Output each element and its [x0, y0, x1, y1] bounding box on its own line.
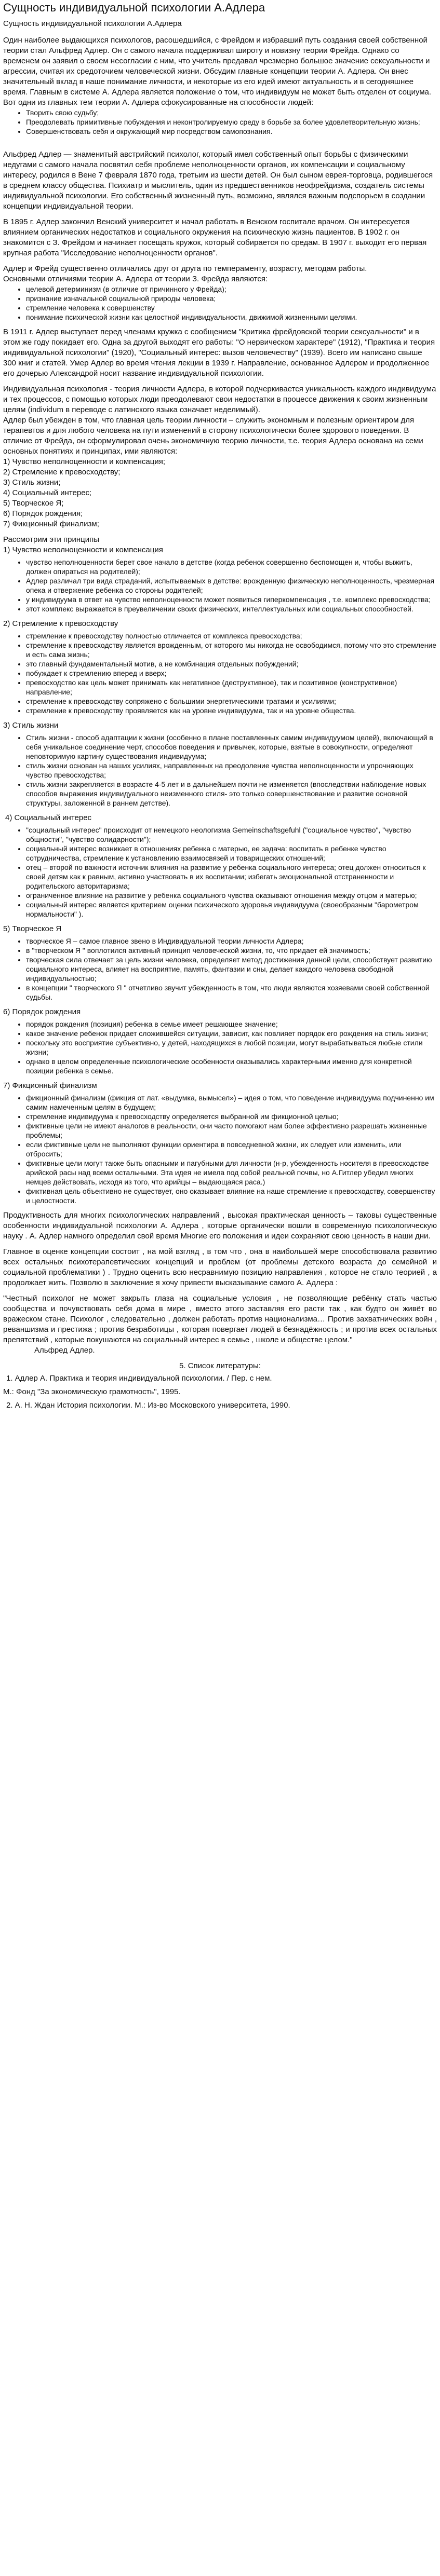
list-item: • творческое Я – самое главное звено в Индивидуальной теории личности Адлера;: [26, 936, 437, 946]
list-item: • фикционный финализм (фикция от лат. «выдумка, вымысел») – идея о том, что поведение индивидуума подчиненно им самим намеченным целям в будущем;: [26, 1093, 437, 1112]
history-paragraph: В 1911 г. Адлер выступает перед членами кружка с сообщением "Критика фрейдовской теории сексуальности" и в этом же году покидает его. Одна за другой выходят его работы: "О нервическом характере" (1912), "Практика и теория индивидуальной психологии" (1920), "Социальный интерес: вызов человечеству" (1939). Всего им написано свыше 300 книг и статей. Умер Адлер во время чтения лекции в 1939 г. Направление, основанное Адлером и продолженное его дочерью Александрой носит название индивидуальной психологии.: [3, 328, 435, 378]
differences-list: [3, 284, 437, 322]
list-item: • стремление к превосходству является врожденным, от которого мы никогда не освободимся, потому что это стремление и есть сама жизнь;: [26, 640, 437, 659]
reference-item: 2. А. Н. Ждан История психологии. М.: Из-во Московского университета, 1990.: [6, 1401, 290, 1410]
list-item: • это главный фундаментальный мотив, а не комбинация отдельных побуждений;: [26, 659, 437, 669]
list-item: • Совершенствовать себя и окружающий мир посредством самопознания.: [26, 127, 437, 136]
list-item: • поскольку это восприятие субъективно, у детей, находящихся в любой позиции, могут вырабатываться любые стили жизни;: [26, 1038, 437, 1057]
list-item: • социальный интерес возникает в отношениях ребенка с матерью, ее задача: воспитать в ребенке чувство сотрудничества, стремление к установлению взаимосвязей и товарищеских отношений;: [26, 844, 437, 863]
list-item: • этот комплекс выражается в преувеличении своих физических, интеллектуальных или социальных способностей.: [26, 604, 437, 614]
concepts-list: [3, 457, 437, 529]
list-item: • Стиль жизни - способ адаптации к жизни (особенно в плане поставленных самим индивидуумом целей), включающий в себя уникальное соединение черт, способов поведения и привычек, которые, взятые в совокупности, определяют неповторимую картину существования индивидуума;: [26, 733, 437, 761]
list-item: • Адлер различал три вида страданий, испытываемых в детстве: врожденную физическую неполноценность, чрезмерная опека и отвержение ребенка со стороны родителей;: [26, 576, 437, 595]
list-item: • стремление к превосходству проявляется как на уровне индивидуума, так и на уровне общества.: [26, 706, 437, 715]
concept-item: 2) Стремление к превосходству;: [3, 468, 121, 476]
reference-item: 1. Адлер А. Практика и теория индивидуальной психологии. / Пер. с нем.: [6, 1374, 272, 1383]
list-item: • в "творческом Я " воплотился активный принцип человеческой жизни, то, что придает ей значимость;: [26, 946, 437, 955]
history-paragraph: Индивидуальная психология - теория личности Адлера, в которой подчеркивается уникальность каждого индивидуума и тех процессов, с помощью которых люди преодолевают свои недостатки в процессе движения к своим жизненным целям (individum в переводе с латинского языка означает неделимый).: [3, 385, 436, 414]
section-heading: 6) Порядок рождения: [3, 1007, 81, 1016]
page: [0, 1, 440, 1411]
references-title: 5. Список литературы:: [179, 1361, 261, 1370]
quote-signature: Альфред Адлер.: [34, 1346, 95, 1355]
section-list: [3, 631, 437, 715]
list-item: • целевой детерминизм (в отличие от причинного у Фрейда);: [26, 284, 437, 294]
biography-paragraph: Адлер и Фрейд существенно отличались друг от друга по темпераменту, возрасту, методам работы.: [3, 264, 367, 273]
list-item: • понимание психической жизни как целостной индивидуальности, движимой жизненными целями.: [26, 312, 437, 322]
list-item: • стремление к превосходству полностью отличается от комплекса превосходства;: [26, 631, 437, 640]
list-item: • фиктивная цель объективно не существует, оно оказывает влияние на наше стремление к превосходству, совершенству и целостности.: [26, 1187, 437, 1205]
section-heading: 3) Стиль жизни: [3, 721, 59, 730]
concept-item: 7) Фикционный финализм;: [3, 520, 99, 528]
list-item: • в концепции " творческого Я " отчетливо звучит убежденность в том, что люди являются хозяевами своей собственной судьбы.: [26, 983, 437, 1002]
concept-item: 5) Творческое Я;: [3, 499, 64, 508]
list-item: • стиль жизни закрепляется в возрасте 4-5 лет и в дальнейшем почти не изменяется (впоследствии наблюдение новых способов выражения индивидуального неизменного стиля- это только совершенствование и развитие основной структуры, заложенной в раннем детстве).: [26, 780, 437, 808]
list-item: • фиктивные цели не имеют аналогов в реальности, они часто помогают нам более эффективно разрешать жизненные проблемы;: [26, 1121, 437, 1140]
list-item: • "социальный интерес" происходит от немецкого неологизма Gemeinschaftsgefuhl ("социальное чувство", "чувство общности", "чувство солидарности");: [26, 825, 437, 844]
section-heading: 5) Творческое Я: [3, 924, 62, 933]
list-item: • чувство неполноценности берет свое начало в детстве (когда ребенок совершенно беспомощен и, чтобы выжить, должен опираться на родителей);: [26, 557, 437, 576]
section-list: [3, 1093, 437, 1205]
adler-quote: "Честный психолог не может закрыть глаза на социальные условия , не позволяющие ребёнку стать частью сообщества и почувствовать себя дома в мире , вместо этого заставляя его расти так , как будто он живёт во вражеском стане. Психолог , следовательно , должен работать против национализма… Против захватнических войн , реваншизма и престижа ; против безработицы , которая повергает людей в безнадёжность ; и против всех остальных препятствий , которые покушаются на социальный интерес в семье , школе и обществе целом.": [3, 1294, 437, 1344]
list-item: • творческая сила отвечает за цель жизни человека, определяет метод достижения данной цели, способствует развитию социального интереса, влияет на восприятие, память, фантазии и сны, делает каждого человека свободной индивидуальностью;: [26, 955, 437, 983]
page-title: Сущность индивидуальной психологии А.Адлера: [3, 1, 265, 14]
section-list: [3, 1019, 437, 1075]
list-item: • стремление к превосходству сопряжено с большими энергетическими тратами и усилиями;: [26, 697, 437, 706]
list-item: • какое значение ребенок придает сложившейся ситуации, зависит, как повлияет порядок его рождения на стиль жизни;: [26, 1029, 437, 1038]
concept-item: 3) Стиль жизни;: [3, 478, 61, 487]
list-item: • стремление индивидуума к превосходству определяется выбранной им фикционной целью;: [26, 1112, 437, 1121]
list-item: • порядок рождения (позиция) ребенка в семье имеет решающее значение;: [26, 1019, 437, 1029]
list-item: • у индивидуума в ответ на чувство неполноценности может появиться гиперкомпенсация , т.е. комплекс превосходства;: [26, 595, 437, 604]
list-item: • признание изначальной социальной природы человека;: [26, 294, 437, 303]
list-item: • Творить свою судьбу;: [26, 108, 437, 117]
page-subtitle: Сущность индивидуальной психологии А.Адлера: [3, 19, 182, 28]
list-item: • если фиктивные цели не выполняют функции ориентира в повседневной жизни, их следует или изменить, или отбросить;: [26, 1140, 437, 1158]
conclusion-paragraph: Главное в оценке концепции состоит , на мой взгляд , в том что , она в наибольшей мере способствовала развитию всех остальных психотерапевтических концепций и проблем (от проблемы детского возраста до семейной и социальной проблематики ) . Трудно оценить всю несравнимую позицию направления , которое не стало теорией , а продолжает жить. Позволю в заключение я хочу привести высказывание самого А. Адлера :: [3, 1247, 437, 1287]
list-item: • фиктивные цели могут также быть опасными и пагубными для личности (н-р, убежденность носителя в превосходстве арийской расы над всеми остальными. Эта идея не имела под собой реальной почвы, но А.Гитлер убедил многих немцев действовать, исходя из того, что арийцы – выдающаяся раса.): [26, 1158, 437, 1187]
conclusion-paragraph: Продуктивность для многих психологических направлений , высокая практическая ценность – таковы существенные особенности индивидуальной психологии А. Адлера , которые органически вошли в современную психологическую науку . А. Адлер намного определил свой время Многие его положения и идеи сохраняют свою ценность в наши дни.: [3, 1211, 437, 1241]
list-item: • стиль жизни основан на наших усилиях, направленных на преодоление чувства неполноценности и упрочняющих чувство превосходства;: [26, 761, 437, 780]
list-item: • побуждает к стремлению вперед и вверх;: [26, 669, 437, 678]
concept-item: 6) Порядок рождения;: [3, 509, 83, 518]
section-heading: 4) Социальный интерес: [5, 813, 92, 822]
biography-paragraph: В 1895 г. Адлер закончил Венский университет и начал работать в Венском госпитале врачом. Он интересуется влиянием органических недостатков и социального окружения на психическую жизнь пациентов. В 1902 г. он знакомится с З. Фрейдом и начинает посещать кружок, который собирается по средам. В 1907 г. выходит его первая крупная работа "Исследование неполноценности органов".: [3, 217, 427, 257]
section-list: [3, 825, 437, 919]
list-item: • ограниченное влияние на развитие у ребенка социального чувства оказывают отношения между отцом и матерью;: [26, 891, 437, 900]
principles-intro: Рассмотрим эти принципы: [3, 535, 99, 544]
list-item: • Преодолевать примитивные побуждения и неконтролируемую среду в борьбе за более удовлетворительную жизнь;: [26, 117, 437, 127]
intro-paragraph: Один наиболее выдающихся психологов, расошедшийся, с Фрейдом и избравший путь создания своей собственной теории стал Альфред Адлер. Он с самого начала поддерживал широту и новизну теории Фрейда. Однако со временем он заявил о своем несогласии с ним, что учитель предавал чрезмерно большое значение сексуальности и агрессии, считая их средоточием человеческой жизни. Обсудим главные концепции теории А. Адлера. Он внес значительный вклад в наше понимание личности, и некоторые из его идей имеют актуальность и в сегодняшнее время. Главным в системе А. Адлера является положение о том, что индивидуум не может быть отделен от социума. Вот одни из главных тем теории А. Адлера сфокусированные на способности людей:: [3, 36, 432, 107]
section-list: [3, 936, 437, 1002]
reference-item: М.: Фонд "За экономическую грамотность", 1995.: [3, 1387, 181, 1396]
section-list: [3, 733, 437, 808]
section-list: [3, 557, 437, 614]
list-item: • социальный интерес является критерием оценки психического здоровья индивидуума (своеобразным "барометром нормальности" ).: [26, 900, 437, 919]
history-paragraph: Адлер был убежден в том, что главная цель теории личности – служить экономным и полезным ориентиром для терапевтов и для любого человека на пути изменений в сторону психологически более здорового поведения. В отличие от Фрейда, он сформулировал очень экономичную теорию личности, т.е. теория Адлера основана на семи основных понятиях и принципах, ими являются:: [3, 416, 423, 456]
biography-paragraph: Альфред Адлер — знаменитый австрийский психолог, который имел собственный опыт борьбы с физическими недугами с самого начала посвятил себя проблеме неполноценности органов, их компенсации и социальному интересу, родился в Вене 7 февраля 1870 года, третьим из шести детей. Он был сыном еврея-торговца, родившегося в среднем классу общества. Психиатр и мыслитель, один из предшественников неофрейдизма, создатель системы индивидуальной психологии. Его собственный жизненный путь, возможно, являлся важным подспорьем в создании концепции индивидуальной теории.: [3, 150, 433, 211]
list-item: • отец – второй по важности источник влияния на развитие у ребенка социального интереса; отец должен относиться к своей детям как к равным, активно участвовать в их воспитании; избегать эмоциональной отстраненности и родительского авторитаризма;: [26, 863, 437, 891]
intro-list: [3, 108, 437, 136]
concept-item: 1) Чувство неполноценности и компенсация;: [3, 457, 165, 466]
list-item: • однако в целом определенные психологические особенности оказывались характерными именно для конкретной позиции ребенка в семье.: [26, 1057, 437, 1075]
list-item: • превосходство как цель может принимать как негативное (деструктивное), так и позитивное (конструктивное) направление;: [26, 678, 437, 697]
section-heading: 7) Фикционный финализм: [3, 1081, 97, 1090]
differences-intro: Основными отличиями теории А. Адлера от теории З. Фрейда являются:: [3, 275, 268, 283]
concept-item: 4) Социальный интерес;: [3, 488, 92, 497]
section-heading: 1) Чувство неполноценности и компенсация: [3, 546, 163, 554]
section-heading: 2) Стремление к превосходству: [3, 619, 118, 628]
list-item: • стремление человека к совершенству: [26, 303, 437, 312]
